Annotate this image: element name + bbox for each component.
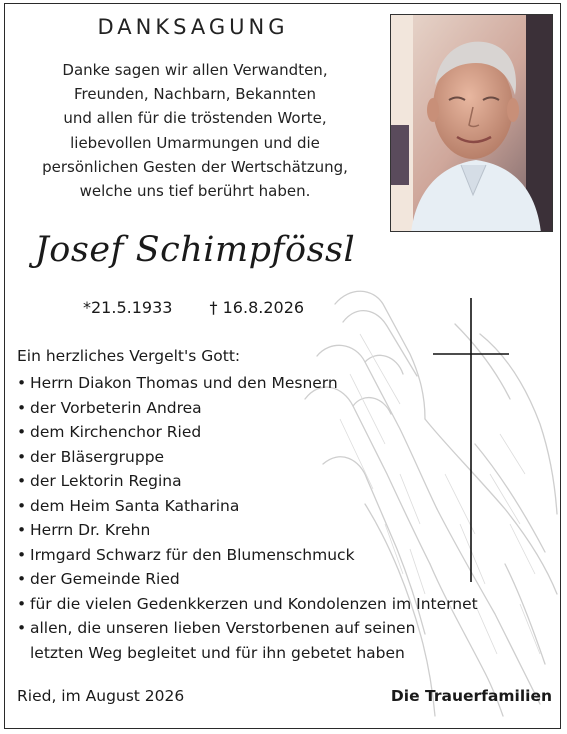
thanks-line: Freunden, Nachbarn, Bekannten xyxy=(74,85,316,104)
place-and-date: Ried, im August 2026 xyxy=(17,687,185,705)
signature-families: Die Trauerfamilien xyxy=(390,687,552,705)
death-date: † 16.8.2026 xyxy=(209,298,305,317)
thanks-line: welche uns tief berührt haben. xyxy=(79,182,311,201)
birth-date: *21.5.1933 xyxy=(83,298,173,317)
list-item-continuation-text: letzten Weg begleitet und für ihn gebetet haben xyxy=(30,643,405,662)
list-item: • Herrn Diakon Thomas und den Mesnern xyxy=(17,371,478,396)
list-item: • dem Heim Santa Katharina xyxy=(17,494,478,519)
list-item: • der Vorbeterin Andrea xyxy=(17,396,478,421)
list-item-continuation xyxy=(17,641,478,666)
list-item: • Irmgard Schwarz für den Blumenschmuck xyxy=(17,543,478,568)
page-title: DANKSAGUNG xyxy=(97,15,289,39)
list-item: • der Bläsergruppe xyxy=(17,445,478,470)
thanks-line: liebevollen Umarmungen und die xyxy=(70,133,320,152)
list-item: • der Gemeinde Ried xyxy=(17,567,478,592)
list-item: • für die vielen Gedenkkerzen und Kondolenzen im Internet xyxy=(17,592,478,617)
thanks-list xyxy=(17,371,478,665)
thanks-line: und allen für die tröstenden Worte, xyxy=(63,109,327,128)
thanks-message xyxy=(30,58,360,203)
thanks-line: Danke sagen wir allen Verwandten, xyxy=(62,61,328,79)
thanks-intro: Ein herzliches Vergelt's Gott: xyxy=(17,347,241,365)
obituary-card xyxy=(4,3,561,729)
list-item: • dem Kirchenchor Ried xyxy=(17,420,478,445)
life-dates xyxy=(83,298,304,317)
portrait-photo xyxy=(390,14,553,232)
thanks-line: persönlichen Gesten der Wertschätzung, xyxy=(42,157,348,176)
list-item: • Herrn Dr. Krehn xyxy=(17,518,478,543)
deceased-name: Josef Schimpfössl xyxy=(34,230,356,270)
list-item: • der Lektorin Regina xyxy=(17,469,478,494)
list-item: • allen, die unseren lieben Verstorbenen auf seinen xyxy=(17,616,478,641)
